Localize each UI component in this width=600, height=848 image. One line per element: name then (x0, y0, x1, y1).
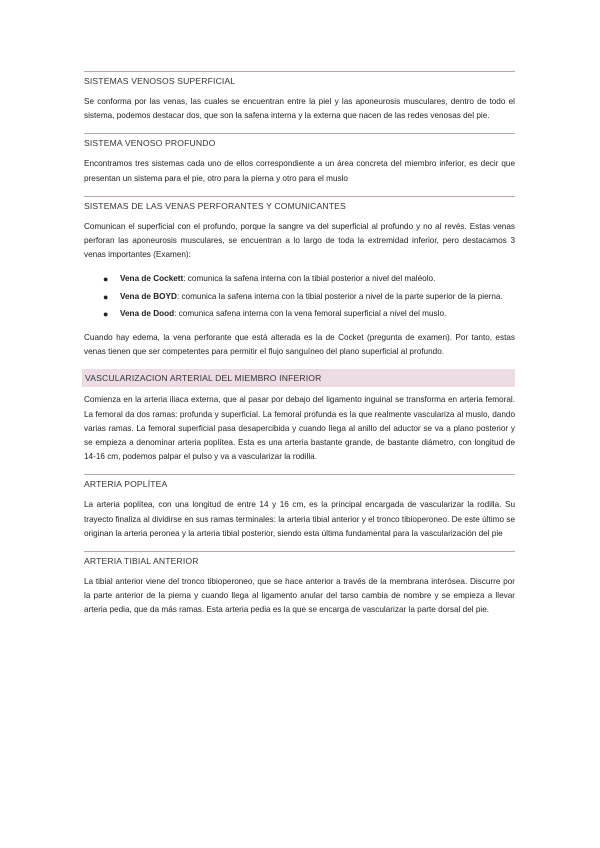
paragraph: Se conforma por las venas, las cuales se encuentran entre la piel y las aponeurosis musculares, dentro de todo el sistema, podemos destacar dos, que son la safena interna y la externa que nacen de las redes venosas del pie. (84, 97, 515, 121)
definition: : comunica la safena interna con la tibial posterior a nivel de la parte superior de la pierna. (176, 291, 503, 301)
bullet-list (84, 272, 515, 321)
term: Vena de BOYD (120, 291, 177, 301)
term: Vena de Cockett (120, 274, 184, 284)
paragraph: Comunican el superficial con el profundo, porque la sangre va del superficial al profundo y no al revés. Estas venas perforan las aponeurosis musculares, se encuentran a lo largo de toda la extremidad inferior, pero destacamos 3 venas importantes (Examen): (84, 221, 515, 260)
document-page (84, 71, 515, 628)
bullet-icon: ● (103, 274, 109, 285)
bullet-icon: ● (103, 308, 109, 319)
term: Vena de Dood (120, 308, 175, 318)
list-item (103, 307, 515, 321)
bullet-icon: ● (103, 291, 109, 302)
section-heading: ARTERIA TIBIAL ANTERIOR (84, 551, 515, 569)
section-perforantes (84, 196, 515, 360)
section-heading: ARTERIA POPLÍTEA (84, 474, 515, 492)
section-profundo (84, 133, 515, 185)
definition: : comunica la safena interna con la tibial posterior a nivel del maléolo. (183, 274, 436, 284)
section-heading-highlighted: VASCULARIZACION ARTERIAL DEL MIEMBRO INFERIOR (82, 369, 515, 387)
paragraph: Comienza en la arteria iliaca externa, que al pasar por debajo del ligamento inguinal se transforma en arteria femoral. La femoral da dos ramas: profunda y superficial. La femoral profunda es la que realmente vasculariza al muslo, dando varias ramas. La femoral superficial pasa desapercibida y cuando llega al anillo del aductor se va a plano posterior y se empieza a denominar arteria poplítea. Esta es una arteria bastante grande, de bastante diámetro, con longitud de 14-16 cm, podemos palpar el pulso y va a vascularizar la rodilla. (84, 395, 515, 462)
list-item (103, 272, 515, 286)
paragraph: La arteria poplítea, con una longitud de entre 14 y 16 cm, es la principal encargada de vascularizar la rodilla. Su trayecto finaliza al dividirse en sus ramas terminales: la arteria tibial anterior y el tronco tibioperoneo. De este último se originan la arteria peronea y la arteria tibial posterior, siendo esta última fundamental para la vascularización del pie (84, 500, 515, 538)
section-tibial-anterior (84, 551, 515, 618)
paragraph: La tibial anterior viene del tronco tibioperoneo, que se hace anterior a través de la membrana interósea. Discurre por la parte anterior de la pierna y cuando llega al ligamento anular del tarso cambia de nombre y se empieza a llevar arteria pedia, que da más ramas. Esta arteria pedia es la que se encarga de vascularizar la parte dorsal del pie. (84, 577, 515, 615)
section-heading: SISTEMAS VENOSOS SUPERFICIAL (84, 71, 515, 89)
section-heading: SISTEMA VENOSO PROFUNDO (84, 133, 515, 151)
definition: : comunica safena interna con la vena femoral superficial a nivel del muslo. (174, 308, 447, 318)
paragraph: Cuando hay edema, la vena perforante que está alterada es la de Cocket (pregunta de examen). Por tanto, estas venas tienen que ser competentes para permitir el flujo sanguíneo del plano superficial al profundo. (84, 333, 515, 357)
section-poplitea (84, 474, 515, 541)
section-superficial (84, 71, 515, 123)
section-vascularizacion (84, 369, 515, 464)
section-heading: SISTEMAS DE LAS VENAS PERFORANTES Y COMUNICANTES (84, 196, 515, 214)
list-item (103, 290, 515, 304)
paragraph: Encontramos tres sistemas cada uno de ellos correspondiente a un área concreta del miembro inferior, es decir que presentan un sistema para el pie, otro para la pierna y otro para el muslo (84, 159, 515, 183)
